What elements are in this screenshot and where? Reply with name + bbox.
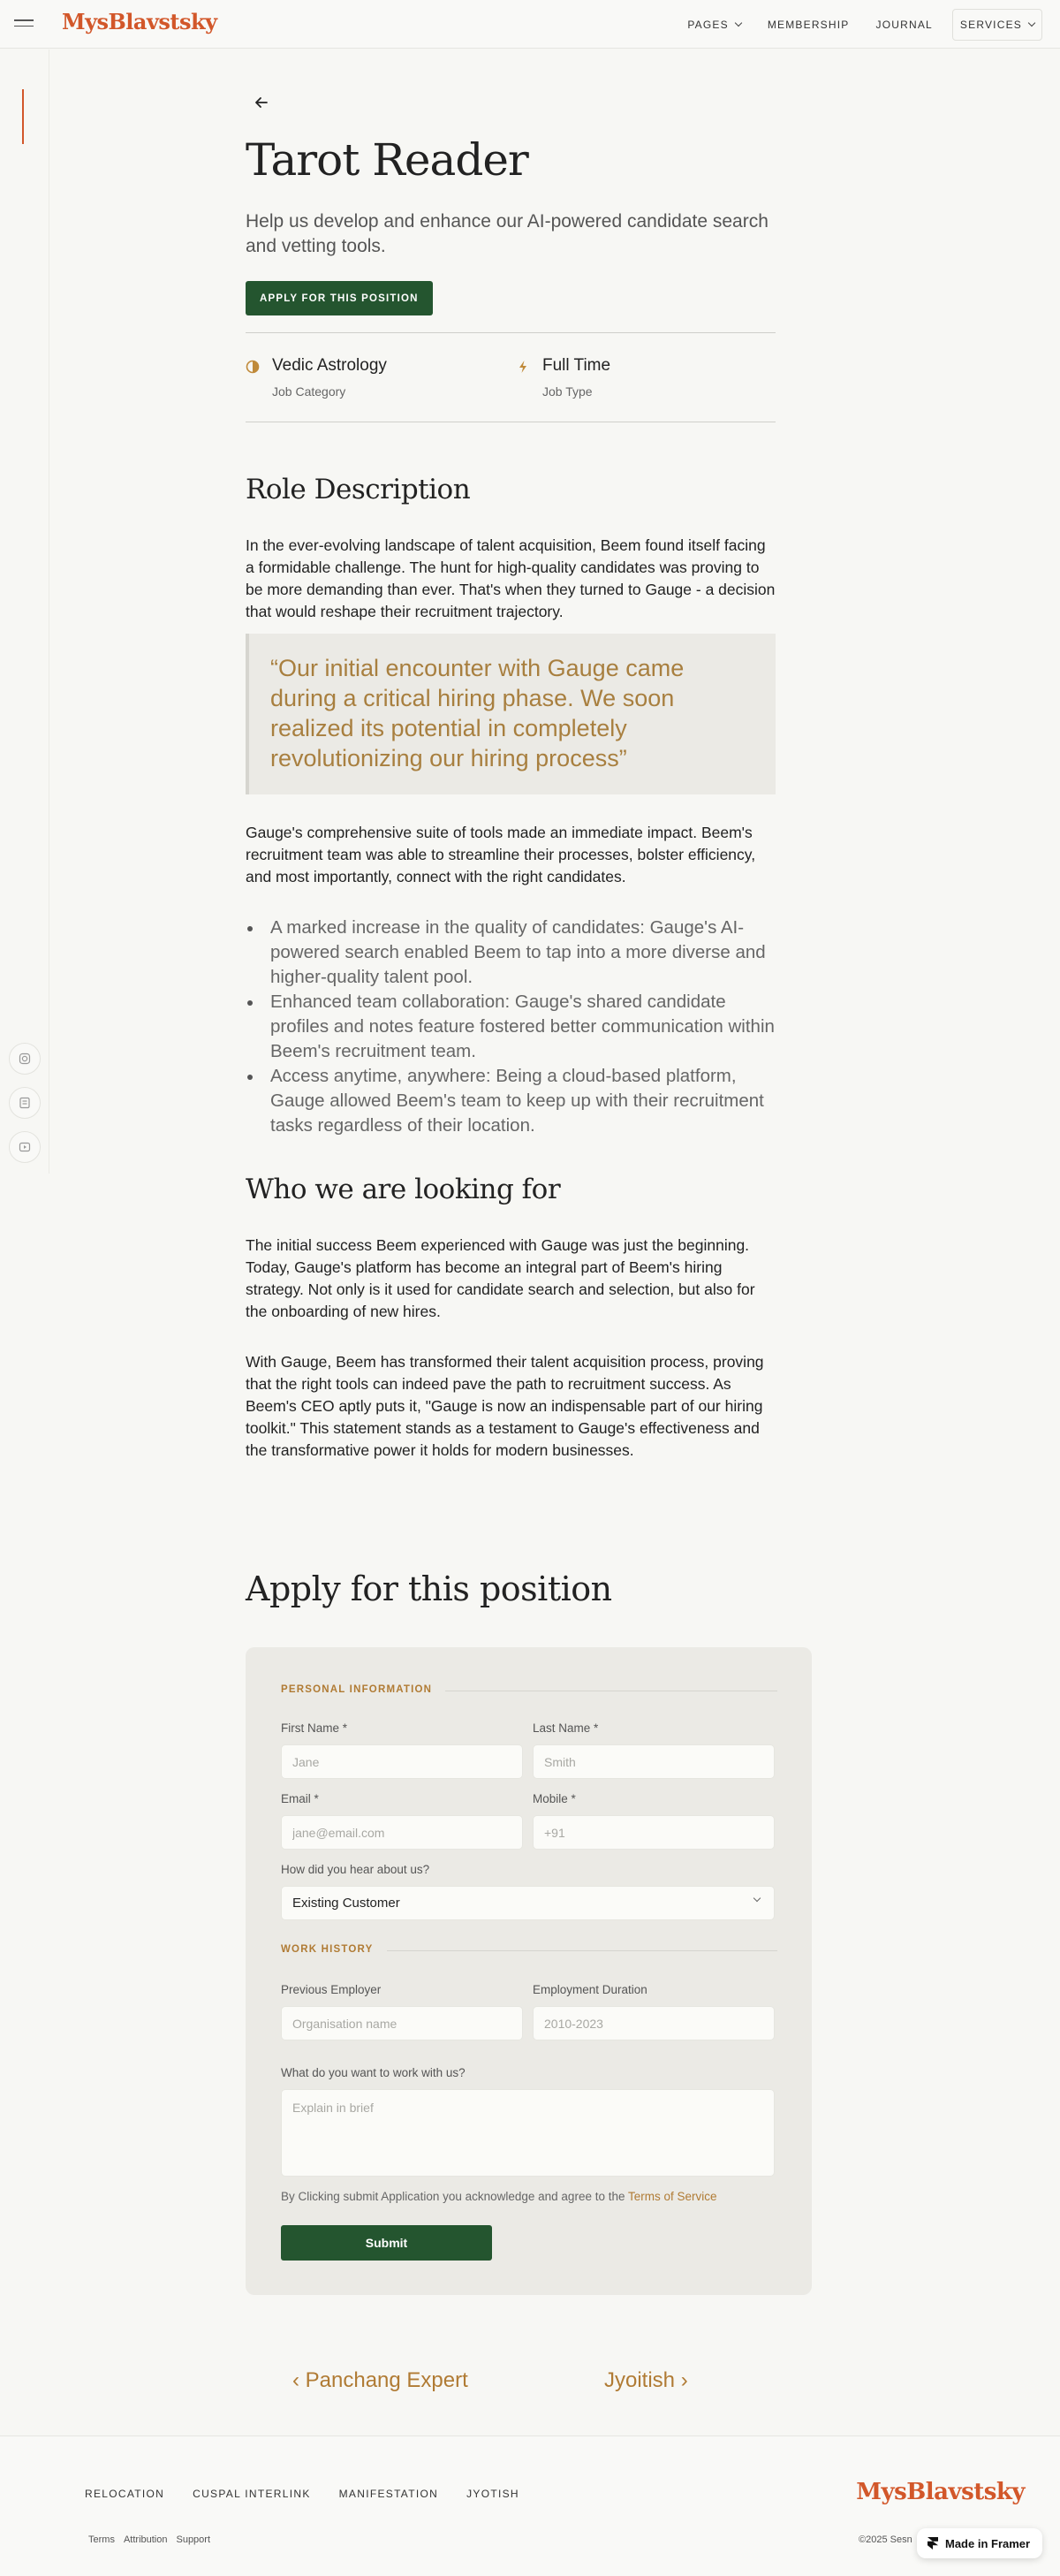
- email-label: Email *: [281, 1792, 319, 1805]
- job-type-value: Full Time: [542, 356, 611, 375]
- personal-info-label: PERSONAL INFORMATION: [281, 1684, 433, 1695]
- footer-link-cuspal-interlink[interactable]: CUSPAL INTERLINK: [193, 2488, 311, 2500]
- nav-journal[interactable]: JOURNAL: [875, 19, 933, 31]
- mobile-label: Mobile *: [533, 1792, 576, 1805]
- footer-link-manifestation[interactable]: MANIFESTATION: [338, 2488, 439, 2500]
- testimonial-quote: [246, 634, 776, 794]
- top-navbar: [0, 0, 1060, 49]
- job-category-value: Vedic Astrology: [272, 356, 387, 375]
- submit-button[interactable]: Submit: [281, 2225, 492, 2261]
- menu-icon[interactable]: [14, 19, 34, 28]
- arrow-left-icon[interactable]: [253, 94, 270, 111]
- instagram-icon: [19, 1052, 31, 1065]
- email-input[interactable]: [281, 1815, 523, 1850]
- footer-link-terms[interactable]: Terms: [88, 2534, 115, 2545]
- footer-link-relocation[interactable]: RELOCATION: [85, 2488, 165, 2500]
- role-impact: Gauge's comprehensive suite of tools made an immediate impact. Beem's recruitment team was able to streamline their processes, bolster efficiency, and most importantly, connect with the right candidates.: [246, 824, 756, 885]
- footer-legal-links: [88, 2534, 219, 2545]
- lightning-icon: [516, 360, 530, 374]
- footer-link-jyotish[interactable]: JYOTISH: [466, 2488, 519, 2500]
- role-heading: Role Description: [246, 474, 471, 505]
- chevron-down-icon: [1028, 19, 1035, 27]
- work-history-label: WORK HISTORY: [281, 1944, 374, 1955]
- main-nav: [661, 9, 1042, 41]
- job-meta: [246, 332, 776, 422]
- consent-label: By Clicking submit Application you acknowledge and agree to the: [281, 2190, 625, 2203]
- terms-link[interactable]: Terms of Service: [628, 2190, 717, 2203]
- nav-membership[interactable]: MEMBERSHIP: [767, 19, 850, 31]
- site-logo[interactable]: MysBlavstsky: [62, 9, 217, 34]
- play-icon: [19, 1141, 31, 1153]
- apply-button[interactable]: APPLY FOR THIS POSITION: [246, 281, 433, 315]
- instagram-button[interactable]: [9, 1043, 41, 1075]
- quote-text: “Our initial encounter with Gauge came during a critical hiring phase. We soon realized its potential in completely revolutionizing our hiring process”: [270, 655, 685, 771]
- list-item: A marked increase in the quality of candidates: Gauge's AI-powered search enabled Beem to tap into a more diverse and higher-quality talent pool.: [246, 916, 776, 990]
- job-type-label: Job Type: [542, 384, 593, 399]
- prev-job-link[interactable]: ‹ Panchang Expert: [292, 2368, 468, 2392]
- framer-badge-label: Made in Framer: [945, 2536, 1031, 2550]
- copyright: ©2025 Sesn: [859, 2534, 912, 2545]
- consent-text: [281, 2190, 717, 2203]
- nav-services[interactable]: [952, 9, 1042, 41]
- role-intro: In the ever-evolving landscape of talent acquisition, Beem found itself facing a formidable challenge. The hunt for high-quality candidates was proving to be more demanding than ever. That's when they turned to Gauge - a decision that would reshape their recruitment trajectory.: [246, 536, 776, 620]
- last-name-label: Last Name *: [533, 1721, 599, 1735]
- first-name-label: First Name *: [281, 1721, 348, 1735]
- left-rail: [0, 49, 49, 1174]
- chevron-down-icon: [735, 19, 742, 27]
- nav-pages-label: PAGES: [687, 19, 729, 31]
- half-circle-icon: [246, 360, 260, 374]
- divider: [387, 1950, 777, 1951]
- page-title: Tarot Reader: [246, 134, 528, 186]
- why-label: What do you want to work with us?: [281, 2066, 466, 2079]
- benefits-list: [246, 916, 776, 1138]
- framer-icon: [928, 2537, 938, 2549]
- duration-label: Employment Duration: [533, 1983, 647, 1996]
- chevron-down-icon: [753, 1895, 761, 1902]
- made-in-framer-badge[interactable]: [917, 2528, 1042, 2558]
- scroll-progress-indicator: [22, 89, 24, 144]
- looking-heading: Who we are looking for: [246, 1174, 561, 1205]
- why-textarea[interactable]: [281, 2089, 775, 2177]
- looking-paragraph-1: The initial success Beem experienced with Gauge was just the beginning. Today, Gauge's platform has become an integral part of Beem's hiring strategy. Not only is it used for candidate search and selection, but also for the onboarding of new hires.: [246, 1236, 755, 1320]
- next-job-link[interactable]: Jyoitish ›: [604, 2368, 688, 2392]
- nav-pages[interactable]: [687, 19, 740, 31]
- employer-input[interactable]: [281, 2006, 523, 2040]
- mobile-input[interactable]: [533, 1815, 775, 1850]
- footer: [0, 2435, 1060, 2576]
- apply-heading: Apply for this position: [246, 1569, 612, 1608]
- looking-paragraph-2: With Gauge, Beem has transformed their talent acquisition process, proving that the right tools can indeed pave the path to recruitment success. As Beem's CEO aptly puts it, "Gauge is now an indispensable part of our hiring toolkit." This statement stands as a testament to Gauge's effectiveness and the transformative power it holds for modern businesses.: [246, 1353, 764, 1459]
- first-name-input[interactable]: [281, 1744, 523, 1779]
- application-form: [246, 1647, 812, 2295]
- footer-link-attribution[interactable]: Attribution: [123, 2534, 168, 2545]
- footer-logo[interactable]: MysBlavstsky: [856, 2479, 1025, 2505]
- job-category-label: Job Category: [272, 384, 346, 399]
- nav-services-label: SERVICES: [959, 19, 1022, 31]
- source-label: How did you hear about us?: [281, 1863, 430, 1876]
- source-selected-value: Existing Customer: [292, 1896, 400, 1911]
- list-item: Enhanced team collaboration: Gauge's shared candidate profiles and notes feature fostered better communication within Beem's recruitment team.: [246, 990, 776, 1064]
- duration-input[interactable]: [533, 2006, 775, 2040]
- employer-label: Previous Employer: [281, 1983, 382, 1996]
- list-item: Access anytime, anywhere: Being a cloud-based platform, Gauge allowed Beem's team to keep up with their recruitment tasks regardless of their location.: [246, 1064, 776, 1138]
- video-button[interactable]: [9, 1131, 41, 1163]
- footer-link-support[interactable]: Support: [176, 2534, 211, 2545]
- last-name-input[interactable]: [533, 1744, 775, 1779]
- source-select[interactable]: [281, 1886, 775, 1920]
- footer-nav: [85, 2488, 548, 2500]
- document-icon: [19, 1097, 31, 1109]
- job-lead: Help us develop and enhance our AI-powered candidate search and vetting tools.: [246, 211, 768, 256]
- document-button[interactable]: [9, 1087, 41, 1119]
